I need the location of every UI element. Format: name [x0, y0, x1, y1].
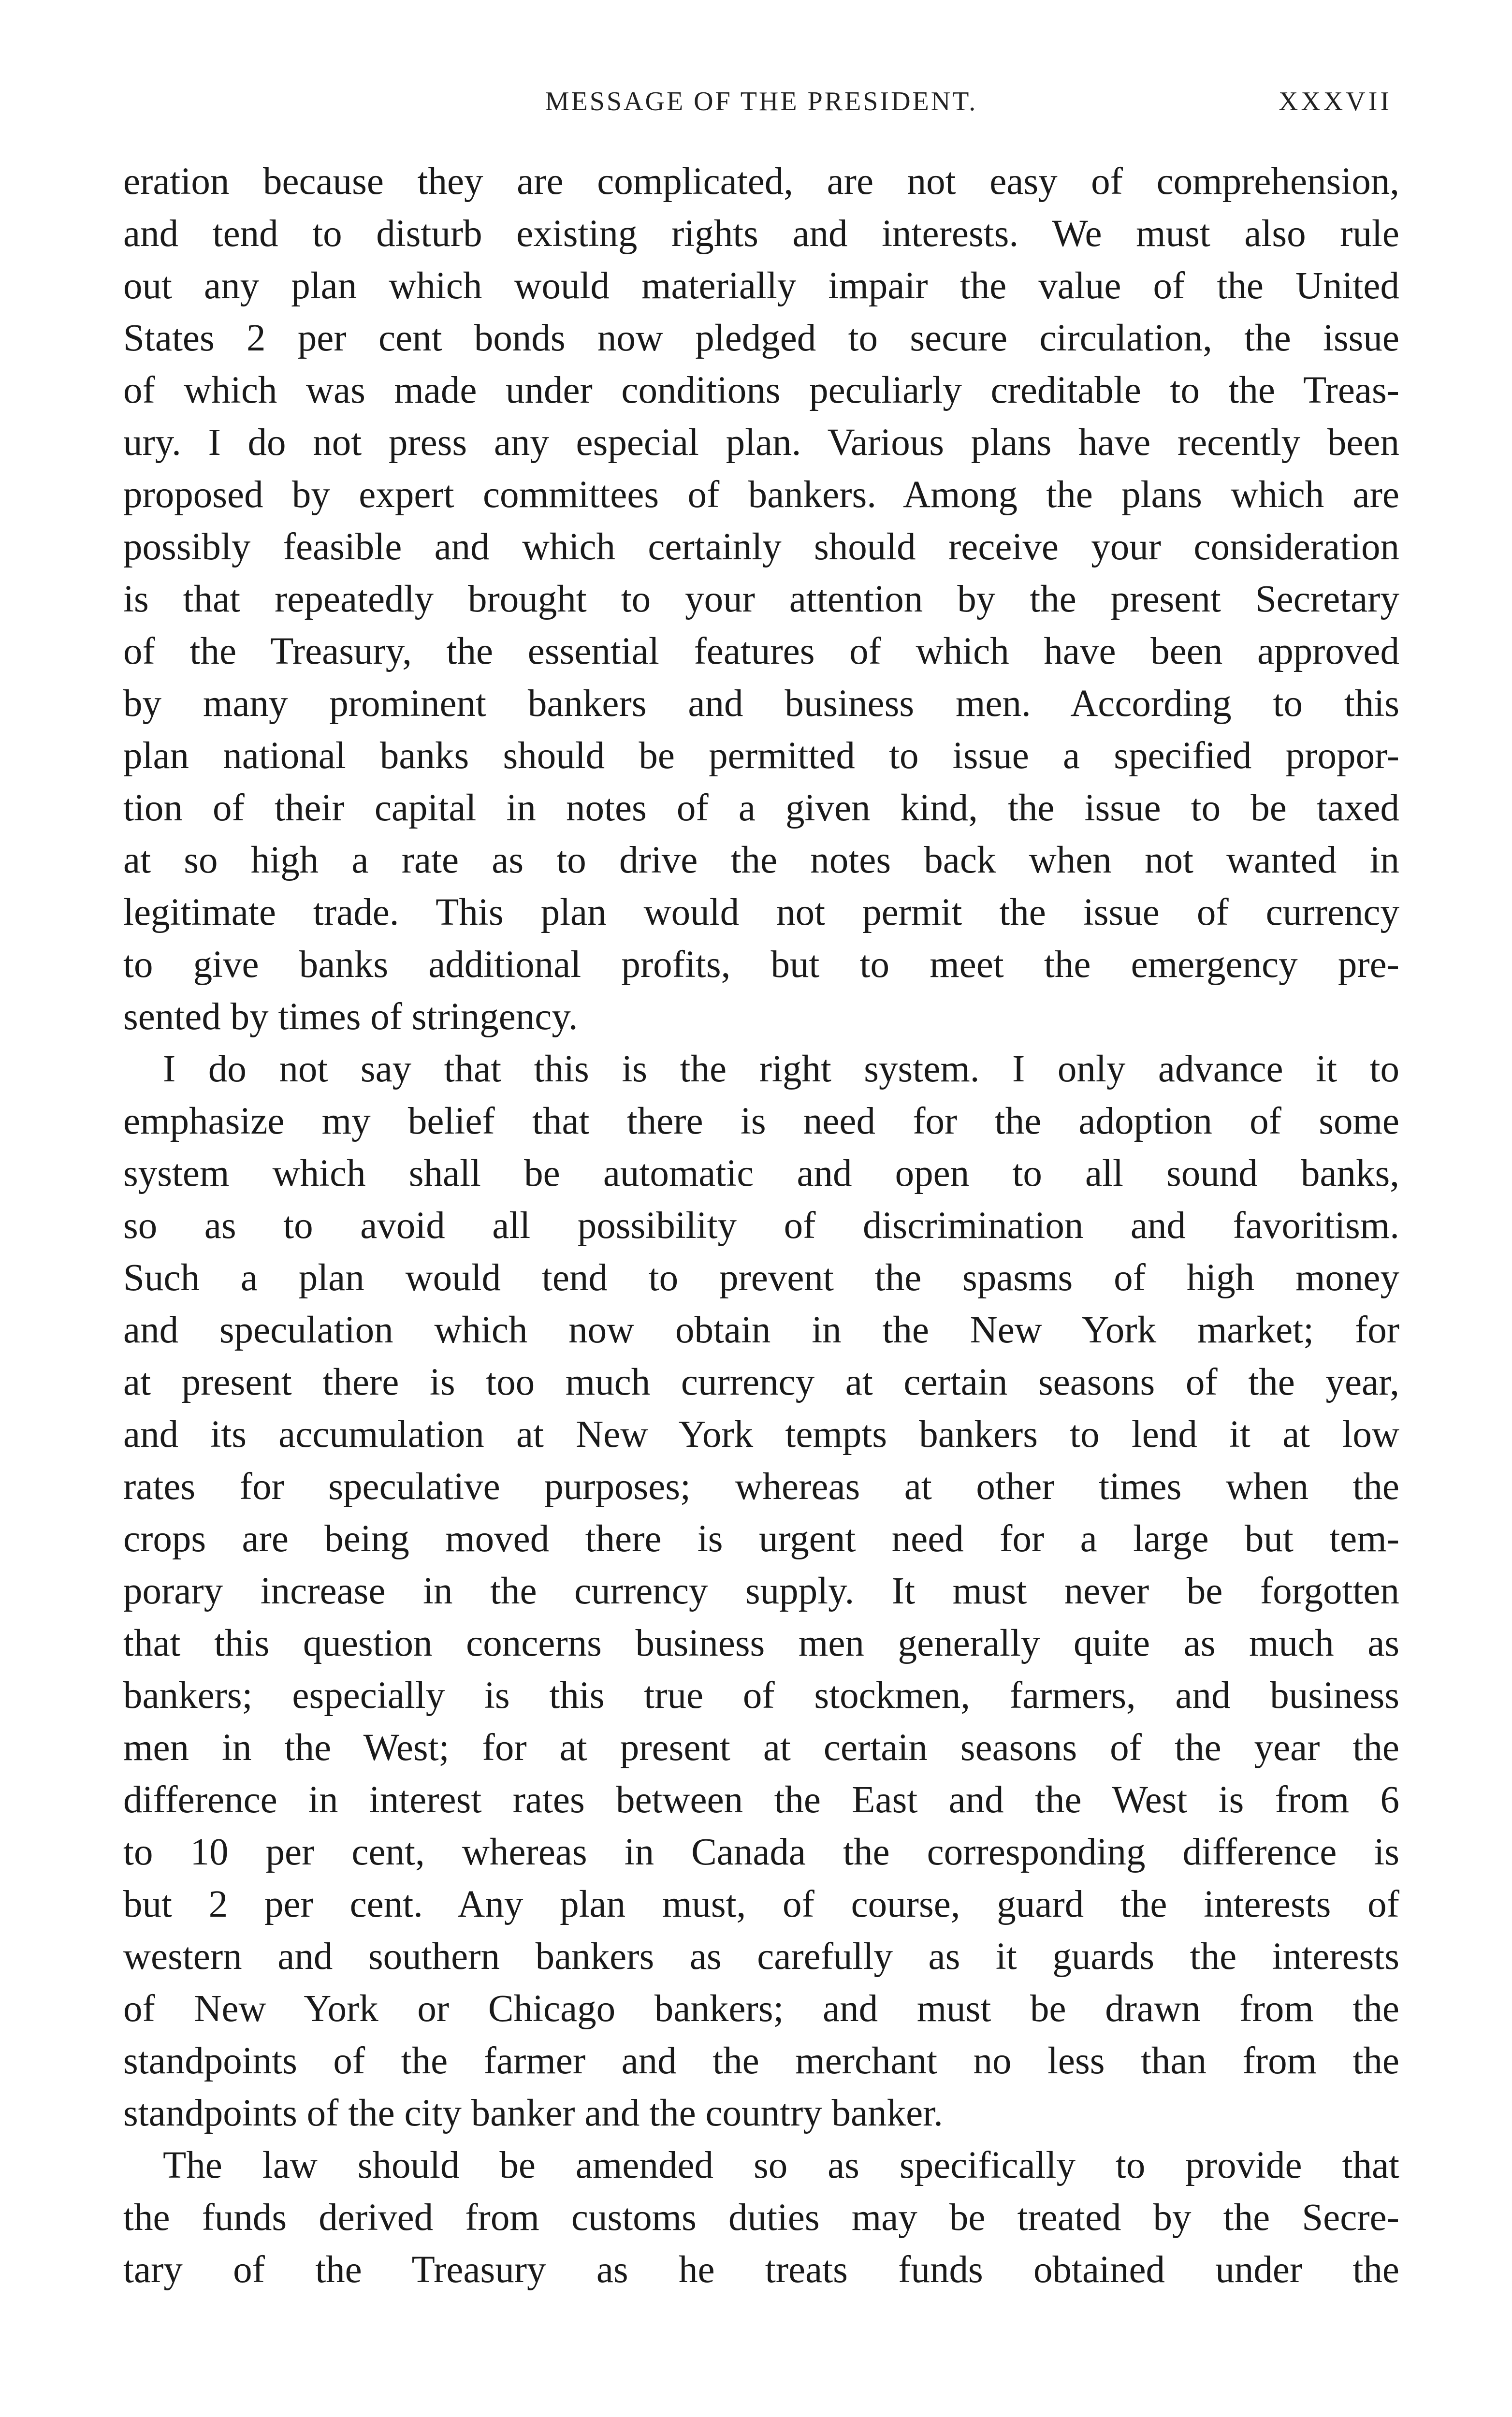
text-line: plan national banks should be permitted to issue a specified propor-	[123, 735, 1399, 777]
text-line: of New York or Chicago bankers; and must be drawn from the	[123, 1988, 1399, 2030]
text-line: at so high a rate as to drive the notes back when not wanted in	[123, 839, 1399, 881]
text-line: out any plan which would materially impair the value of the United	[123, 265, 1399, 307]
text-line: proposed by expert committees of bankers. Among the plans which are	[123, 474, 1399, 516]
paragraph-1	[123, 156, 1399, 1043]
text-line: legitimate trade. This plan would not permit the issue of currency	[123, 891, 1399, 933]
text-line: system which shall be automatic and open to all sound banks,	[123, 1152, 1399, 1194]
text-line: men in the West; for at present at certain seasons of the year the	[123, 1727, 1399, 1769]
text-line: States 2 per cent bonds now pledged to secure circulation, the issue	[123, 317, 1399, 359]
text-line: at present there is too much currency at certain seasons of the year,	[123, 1361, 1399, 1403]
page-number: XXXVII	[1278, 87, 1392, 116]
text-line: tion of their capital in notes of a given kind, the issue to be taxed	[123, 787, 1399, 829]
text-line: I do not say that this is the right system. I only advance it to	[163, 1048, 1399, 1090]
text-line: of the Treasury, the essential features of which have been approved	[123, 630, 1399, 672]
text-line: so as to avoid all possibility of discrimination and favoritism.	[123, 1205, 1399, 1247]
text-line: ury. I do not press any especial plan. Various plans have recently been	[123, 422, 1399, 464]
text-line: emphasize my belief that there is need for the adoption of some	[123, 1100, 1399, 1142]
text-line: eration because they are complicated, are not easy of comprehension,	[123, 160, 1399, 203]
running-title: MESSAGE OF THE PRESIDENT.	[545, 87, 978, 116]
text-line: the funds derived from customs duties may be treated by the Secre-	[123, 2197, 1399, 2239]
text-line: but 2 per cent. Any plan must, of course, guard the interests of	[123, 1883, 1399, 1925]
text-line: and tend to disturb existing rights and interests. We must also rule	[123, 213, 1399, 255]
text-line: to 10 per cent, whereas in Canada the corresponding difference is	[123, 1831, 1399, 1873]
text-line: crops are being moved there is urgent need for a large but tem-	[123, 1518, 1399, 1560]
text-line: and speculation which now obtain in the New York market; for	[123, 1309, 1399, 1351]
text-line: bankers; especially is this true of stockmen, farmers, and business	[123, 1674, 1399, 1717]
body-text	[123, 156, 1399, 2296]
text-line: possibly feasible and which certainly should receive your consideration	[123, 526, 1399, 568]
text-line: by many prominent bankers and business men. According to this	[123, 683, 1399, 725]
paragraph-3	[123, 2140, 1399, 2296]
text-line: is that repeatedly brought to your attention by the present Secretary	[123, 578, 1399, 620]
running-head	[126, 82, 1397, 121]
paragraph-2	[123, 1043, 1399, 2140]
text-line: standpoints of the city banker and the country banker.	[123, 2092, 943, 2134]
text-line: that this question concerns business men generally quite as much as	[123, 1622, 1399, 1664]
text-line: The law should be amended so as specifically to provide that	[163, 2144, 1399, 2186]
text-line: rates for speculative purposes; whereas at other times when the	[123, 1466, 1399, 1508]
text-line: tary of the Treasury as he treats funds obtained under the	[123, 2249, 1399, 2291]
text-line: western and southern bankers as carefully as it guards the interests	[123, 1936, 1399, 1978]
text-line: and its accumulation at New York tempts bankers to lend it at low	[123, 1413, 1399, 1456]
text-line: sented by times of stringency.	[123, 996, 578, 1038]
text-line: Such a plan would tend to prevent the spasms of high money	[123, 1257, 1399, 1299]
text-line: of which was made under conditions peculiarly creditable to the Treas-	[123, 369, 1399, 411]
text-line: to give banks additional profits, but to meet the emergency pre-	[123, 944, 1399, 986]
text-line: difference in interest rates between the East and the West is from 6	[123, 1779, 1399, 1821]
text-line: standpoints of the farmer and the merchant no less than from the	[123, 2040, 1399, 2082]
text-line: porary increase in the currency supply. It must never be forgotten	[123, 1570, 1399, 1612]
